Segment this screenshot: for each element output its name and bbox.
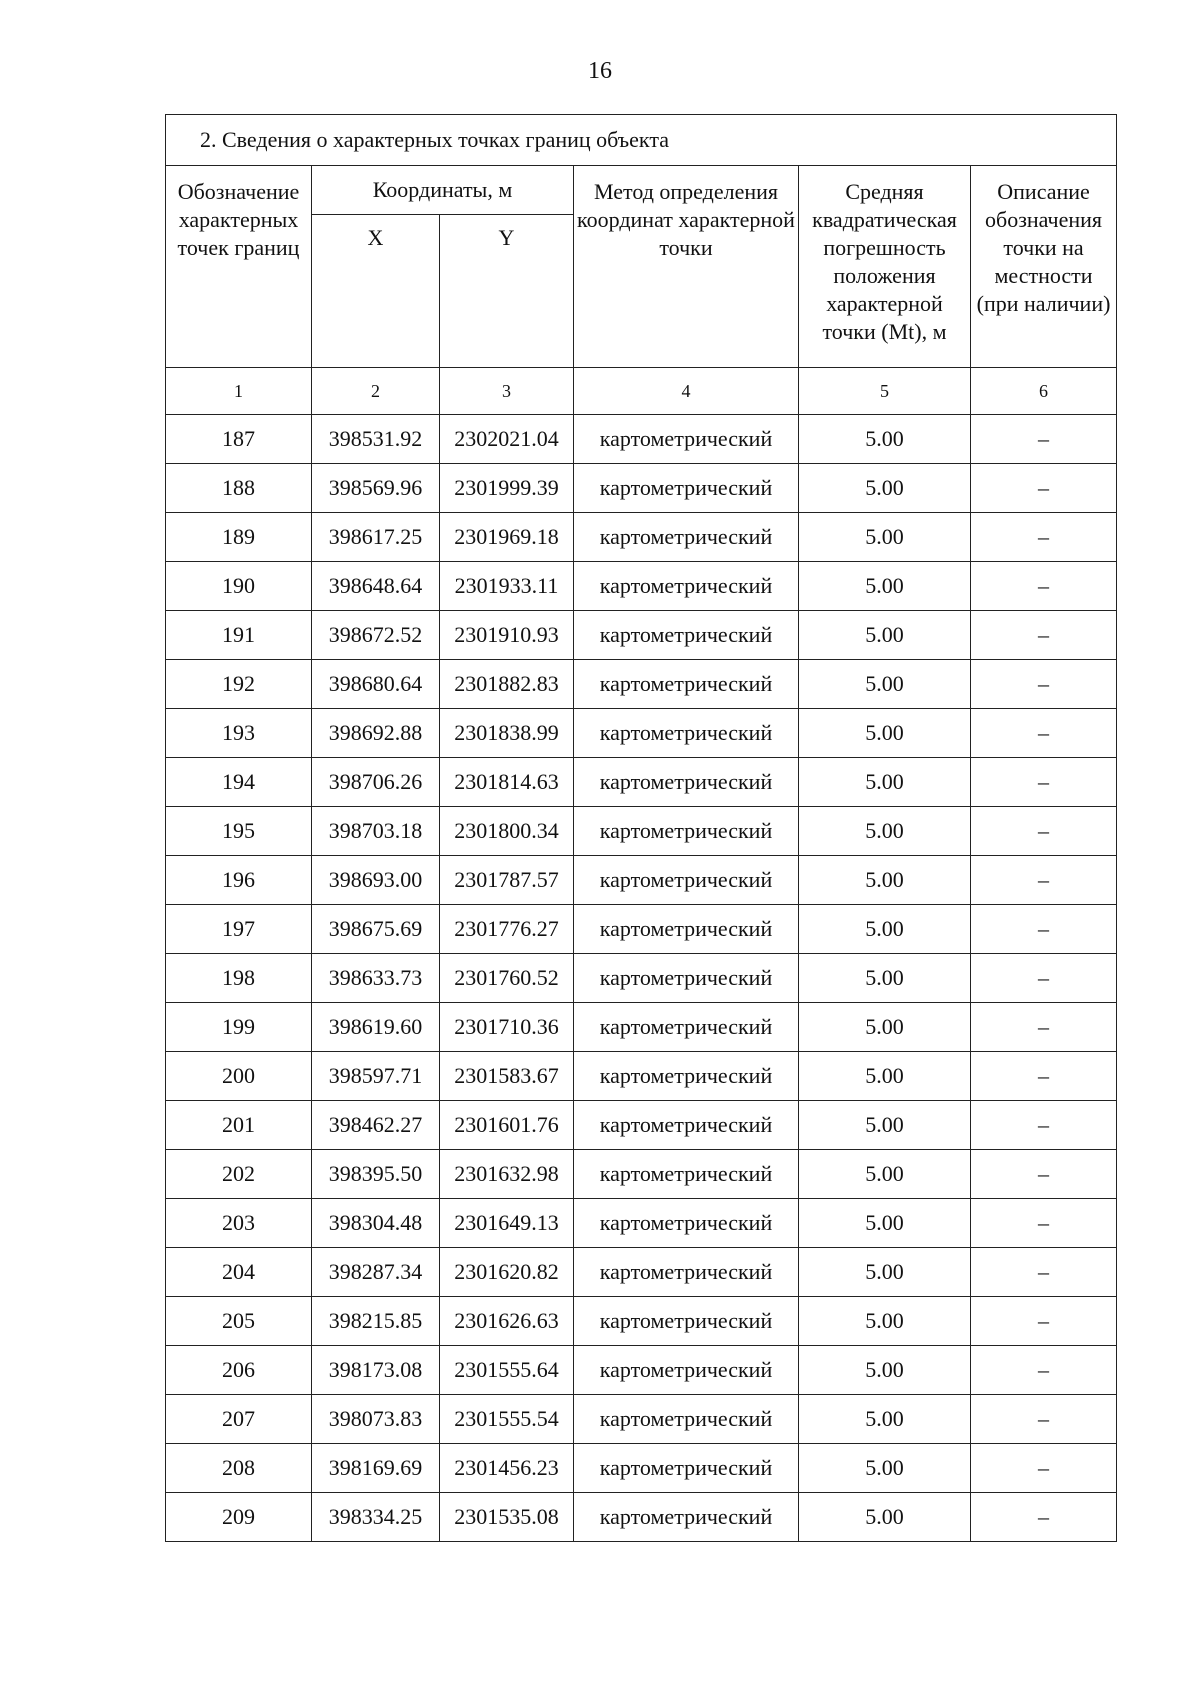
- header-error: Средняя квадратическая погрешность положения характерной точки (Mt), м: [799, 166, 971, 368]
- mean-error-cell: 5.00: [799, 1052, 971, 1101]
- method-cell: картометрический: [574, 1493, 799, 1542]
- description-cell: –: [971, 1003, 1117, 1052]
- x-coordinate-cell: 398334.25: [312, 1493, 440, 1542]
- point-designation-cell: 190: [166, 562, 312, 611]
- point-designation-cell: 196: [166, 856, 312, 905]
- point-designation-cell: 206: [166, 1346, 312, 1395]
- header-coordinates: Координаты, м: [312, 166, 574, 215]
- x-coordinate-cell: 398692.88: [312, 709, 440, 758]
- description-cell: –: [971, 856, 1117, 905]
- description-cell: –: [971, 807, 1117, 856]
- x-coordinate-cell: 398703.18: [312, 807, 440, 856]
- method-cell: картометрический: [574, 1444, 799, 1493]
- method-cell: картометрический: [574, 758, 799, 807]
- mean-error-cell: 5.00: [799, 758, 971, 807]
- mean-error-cell: 5.00: [799, 464, 971, 513]
- description-cell: –: [971, 1248, 1117, 1297]
- y-coordinate-cell: 2301649.13: [440, 1199, 574, 1248]
- table-row: [166, 954, 1117, 1003]
- header-method: Метод определения координат характерной точки: [574, 166, 799, 368]
- point-designation-cell: 201: [166, 1101, 312, 1150]
- y-coordinate-cell: 2301601.76: [440, 1101, 574, 1150]
- y-coordinate-cell: 2301456.23: [440, 1444, 574, 1493]
- mean-error-cell: 5.00: [799, 1346, 971, 1395]
- y-coordinate-cell: 2301814.63: [440, 758, 574, 807]
- point-designation-cell: 195: [166, 807, 312, 856]
- method-cell: картометрический: [574, 1297, 799, 1346]
- y-coordinate-cell: 2301626.63: [440, 1297, 574, 1346]
- description-cell: –: [971, 1101, 1117, 1150]
- table-row: [166, 1493, 1117, 1542]
- mean-error-cell: 5.00: [799, 1150, 971, 1199]
- table-row: [166, 1248, 1117, 1297]
- x-coordinate-cell: 398287.34: [312, 1248, 440, 1297]
- mean-error-cell: 5.00: [799, 415, 971, 464]
- y-coordinate-cell: 2301787.57: [440, 856, 574, 905]
- mean-error-cell: 5.00: [799, 1248, 971, 1297]
- table-row: [166, 415, 1117, 464]
- y-coordinate-cell: 2301999.39: [440, 464, 574, 513]
- method-cell: картометрический: [574, 856, 799, 905]
- y-coordinate-cell: 2301838.99: [440, 709, 574, 758]
- y-coordinate-cell: 2301555.64: [440, 1346, 574, 1395]
- method-cell: картометрический: [574, 1150, 799, 1199]
- point-designation-cell: 192: [166, 660, 312, 709]
- x-coordinate-cell: 398672.52: [312, 611, 440, 660]
- x-coordinate-cell: 398215.85: [312, 1297, 440, 1346]
- table-row: [166, 1052, 1117, 1101]
- description-cell: –: [971, 1346, 1117, 1395]
- mean-error-cell: 5.00: [799, 1395, 971, 1444]
- header-designation: Обозначение характерных точек границ: [166, 166, 312, 368]
- table-row: [166, 1395, 1117, 1444]
- x-coordinate-cell: 398706.26: [312, 758, 440, 807]
- x-coordinate-cell: 398675.69: [312, 905, 440, 954]
- x-coordinate-cell: 398395.50: [312, 1150, 440, 1199]
- mean-error-cell: 5.00: [799, 807, 971, 856]
- description-cell: –: [971, 1150, 1117, 1199]
- point-designation-cell: 194: [166, 758, 312, 807]
- table-row: [166, 1444, 1117, 1493]
- x-coordinate-cell: 398693.00: [312, 856, 440, 905]
- y-coordinate-cell: 2301583.67: [440, 1052, 574, 1101]
- method-cell: картометрический: [574, 1199, 799, 1248]
- y-coordinate-cell: 2301760.52: [440, 954, 574, 1003]
- mean-error-cell: 5.00: [799, 1199, 971, 1248]
- point-designation-cell: 203: [166, 1199, 312, 1248]
- x-coordinate-cell: 398648.64: [312, 562, 440, 611]
- method-cell: картометрический: [574, 513, 799, 562]
- table-row: [166, 611, 1117, 660]
- x-coordinate-cell: 398462.27: [312, 1101, 440, 1150]
- table-row: [166, 856, 1117, 905]
- method-cell: картометрический: [574, 464, 799, 513]
- x-coordinate-cell: 398569.96: [312, 464, 440, 513]
- description-cell: –: [971, 1052, 1117, 1101]
- boundary-points-table: [165, 114, 1117, 1542]
- y-coordinate-cell: 2301632.98: [440, 1150, 574, 1199]
- point-designation-cell: 189: [166, 513, 312, 562]
- mean-error-cell: 5.00: [799, 660, 971, 709]
- method-cell: картометрический: [574, 807, 799, 856]
- table-row: [166, 905, 1117, 954]
- x-coordinate-cell: 398073.83: [312, 1395, 440, 1444]
- description-cell: –: [971, 464, 1117, 513]
- table-title: 2. Сведения о характерных точках границ объекта: [166, 115, 1117, 166]
- method-cell: картометрический: [574, 1052, 799, 1101]
- method-cell: картометрический: [574, 954, 799, 1003]
- description-cell: –: [971, 758, 1117, 807]
- column-number: 2: [312, 368, 440, 415]
- table-row: [166, 1150, 1117, 1199]
- table-row: [166, 1297, 1117, 1346]
- point-designation-cell: 200: [166, 1052, 312, 1101]
- description-cell: –: [971, 660, 1117, 709]
- point-designation-cell: 209: [166, 1493, 312, 1542]
- mean-error-cell: 5.00: [799, 954, 971, 1003]
- table-body: [166, 415, 1117, 1542]
- point-designation-cell: 198: [166, 954, 312, 1003]
- table-row: [166, 807, 1117, 856]
- point-designation-cell: 205: [166, 1297, 312, 1346]
- y-coordinate-cell: 2301776.27: [440, 905, 574, 954]
- point-designation-cell: 208: [166, 1444, 312, 1493]
- y-coordinate-cell: 2302021.04: [440, 415, 574, 464]
- method-cell: картометрический: [574, 905, 799, 954]
- mean-error-cell: 5.00: [799, 1003, 971, 1052]
- x-coordinate-cell: 398531.92: [312, 415, 440, 464]
- column-number: 4: [574, 368, 799, 415]
- mean-error-cell: 5.00: [799, 1444, 971, 1493]
- header-x: X: [312, 215, 440, 368]
- method-cell: картометрический: [574, 1248, 799, 1297]
- y-coordinate-cell: 2301933.11: [440, 562, 574, 611]
- description-cell: –: [971, 513, 1117, 562]
- table-row: [166, 513, 1117, 562]
- point-designation-cell: 197: [166, 905, 312, 954]
- description-cell: –: [971, 709, 1117, 758]
- table-row: [166, 1003, 1117, 1052]
- y-coordinate-cell: 2301710.36: [440, 1003, 574, 1052]
- description-cell: –: [971, 415, 1117, 464]
- x-coordinate-cell: 398173.08: [312, 1346, 440, 1395]
- description-cell: –: [971, 954, 1117, 1003]
- y-coordinate-cell: 2301969.18: [440, 513, 574, 562]
- x-coordinate-cell: 398617.25: [312, 513, 440, 562]
- x-coordinate-cell: 398633.73: [312, 954, 440, 1003]
- mean-error-cell: 5.00: [799, 1297, 971, 1346]
- column-number: 6: [971, 368, 1117, 415]
- description-cell: –: [971, 1395, 1117, 1444]
- table-row: [166, 1199, 1117, 1248]
- method-cell: картометрический: [574, 709, 799, 758]
- description-cell: –: [971, 1444, 1117, 1493]
- method-cell: картометрический: [574, 415, 799, 464]
- mean-error-cell: 5.00: [799, 905, 971, 954]
- mean-error-cell: 5.00: [799, 856, 971, 905]
- y-coordinate-cell: 2301620.82: [440, 1248, 574, 1297]
- method-cell: картометрический: [574, 1346, 799, 1395]
- point-designation-cell: 199: [166, 1003, 312, 1052]
- header-description: Описание обозначения точки на местности (при наличии): [971, 166, 1117, 368]
- point-designation-cell: 193: [166, 709, 312, 758]
- column-numbers-row: [166, 368, 1117, 415]
- y-coordinate-cell: 2301535.08: [440, 1493, 574, 1542]
- description-cell: –: [971, 562, 1117, 611]
- method-cell: картометрический: [574, 660, 799, 709]
- y-coordinate-cell: 2301800.34: [440, 807, 574, 856]
- y-coordinate-cell: 2301555.54: [440, 1395, 574, 1444]
- point-designation-cell: 204: [166, 1248, 312, 1297]
- description-cell: –: [971, 1199, 1117, 1248]
- y-coordinate-cell: 2301910.93: [440, 611, 574, 660]
- column-number: 3: [440, 368, 574, 415]
- x-coordinate-cell: 398619.60: [312, 1003, 440, 1052]
- page-number: 16: [588, 58, 612, 84]
- x-coordinate-cell: 398169.69: [312, 1444, 440, 1493]
- column-number: 1: [166, 368, 312, 415]
- x-coordinate-cell: 398680.64: [312, 660, 440, 709]
- point-designation-cell: 202: [166, 1150, 312, 1199]
- header-y: Y: [440, 215, 574, 368]
- method-cell: картометрический: [574, 562, 799, 611]
- mean-error-cell: 5.00: [799, 709, 971, 758]
- x-coordinate-cell: 398597.71: [312, 1052, 440, 1101]
- table-row: [166, 464, 1117, 513]
- method-cell: картометрический: [574, 1101, 799, 1150]
- table-row: [166, 709, 1117, 758]
- description-cell: –: [971, 1297, 1117, 1346]
- table-row: [166, 562, 1117, 611]
- point-designation-cell: 187: [166, 415, 312, 464]
- mean-error-cell: 5.00: [799, 611, 971, 660]
- description-cell: –: [971, 905, 1117, 954]
- point-designation-cell: 207: [166, 1395, 312, 1444]
- method-cell: картометрический: [574, 1003, 799, 1052]
- table-row: [166, 660, 1117, 709]
- method-cell: картометрический: [574, 611, 799, 660]
- table-row: [166, 1101, 1117, 1150]
- mean-error-cell: 5.00: [799, 562, 971, 611]
- point-designation-cell: 191: [166, 611, 312, 660]
- mean-error-cell: 5.00: [799, 513, 971, 562]
- y-coordinate-cell: 2301882.83: [440, 660, 574, 709]
- description-cell: –: [971, 611, 1117, 660]
- x-coordinate-cell: 398304.48: [312, 1199, 440, 1248]
- mean-error-cell: 5.00: [799, 1493, 971, 1542]
- point-designation-cell: 188: [166, 464, 312, 513]
- description-cell: –: [971, 1493, 1117, 1542]
- table-row: [166, 758, 1117, 807]
- column-number: 5: [799, 368, 971, 415]
- method-cell: картометрический: [574, 1395, 799, 1444]
- table-row: [166, 1346, 1117, 1395]
- mean-error-cell: 5.00: [799, 1101, 971, 1150]
